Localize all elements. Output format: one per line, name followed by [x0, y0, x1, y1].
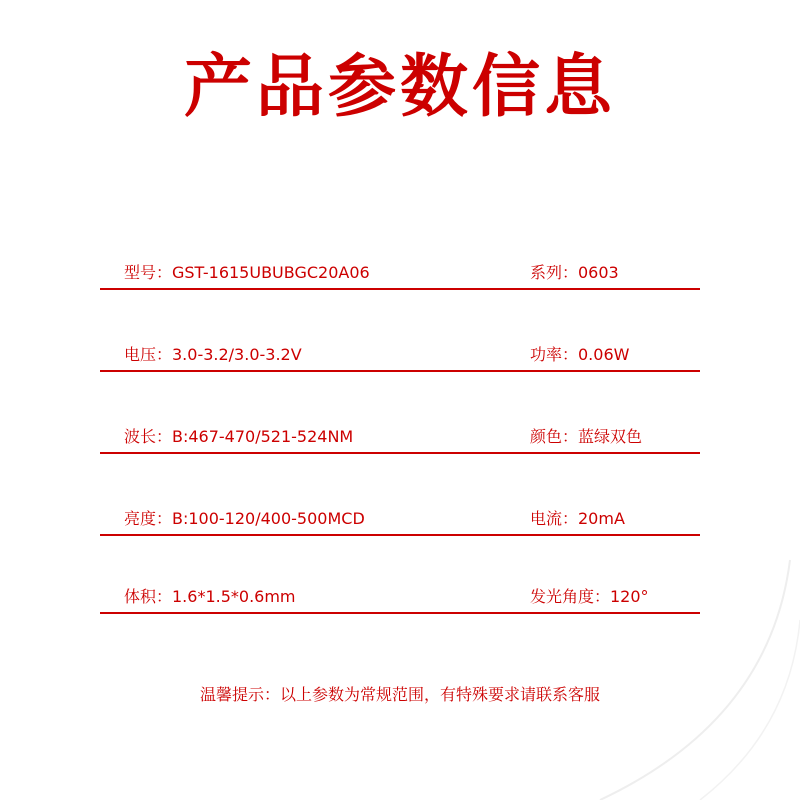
spec-brightness: 亮度：B:100-120/400-500MCD	[124, 509, 365, 528]
spec-row-size	[100, 578, 700, 614]
spec-row-voltage	[100, 336, 700, 372]
spec-wavelength: 波长：B:467-470/521-524NM	[124, 427, 354, 446]
spec-angle: 发光角度：120°	[530, 587, 649, 606]
spec-row-model	[100, 254, 700, 290]
spec-voltage: 电压：3.0-3.2/3.0-3.2V	[124, 345, 302, 364]
row-divider	[100, 288, 700, 290]
row-divider	[100, 452, 700, 454]
row-divider	[100, 370, 700, 372]
spec-power: 功率：0.06W	[530, 345, 630, 364]
page-title: 产品参数信息	[183, 48, 616, 127]
spec-current: 电流：20mA	[530, 509, 625, 528]
footer-note: 温馨提示：以上参数为常规范围，有特殊要求请联系客服	[199, 685, 600, 704]
row-divider	[100, 534, 700, 536]
spec-row-wavelength	[100, 418, 700, 454]
spec-size: 体积：1.6*1.5*0.6mm	[124, 587, 296, 606]
spec-row-brightness	[100, 500, 700, 536]
spec-color: 颜色：蓝绿双色	[530, 427, 643, 446]
spec-series: 系列：0603	[530, 263, 619, 282]
row-divider	[100, 612, 700, 614]
spec-model: 型号：GST-1615UBUBGC20A06	[124, 263, 370, 282]
